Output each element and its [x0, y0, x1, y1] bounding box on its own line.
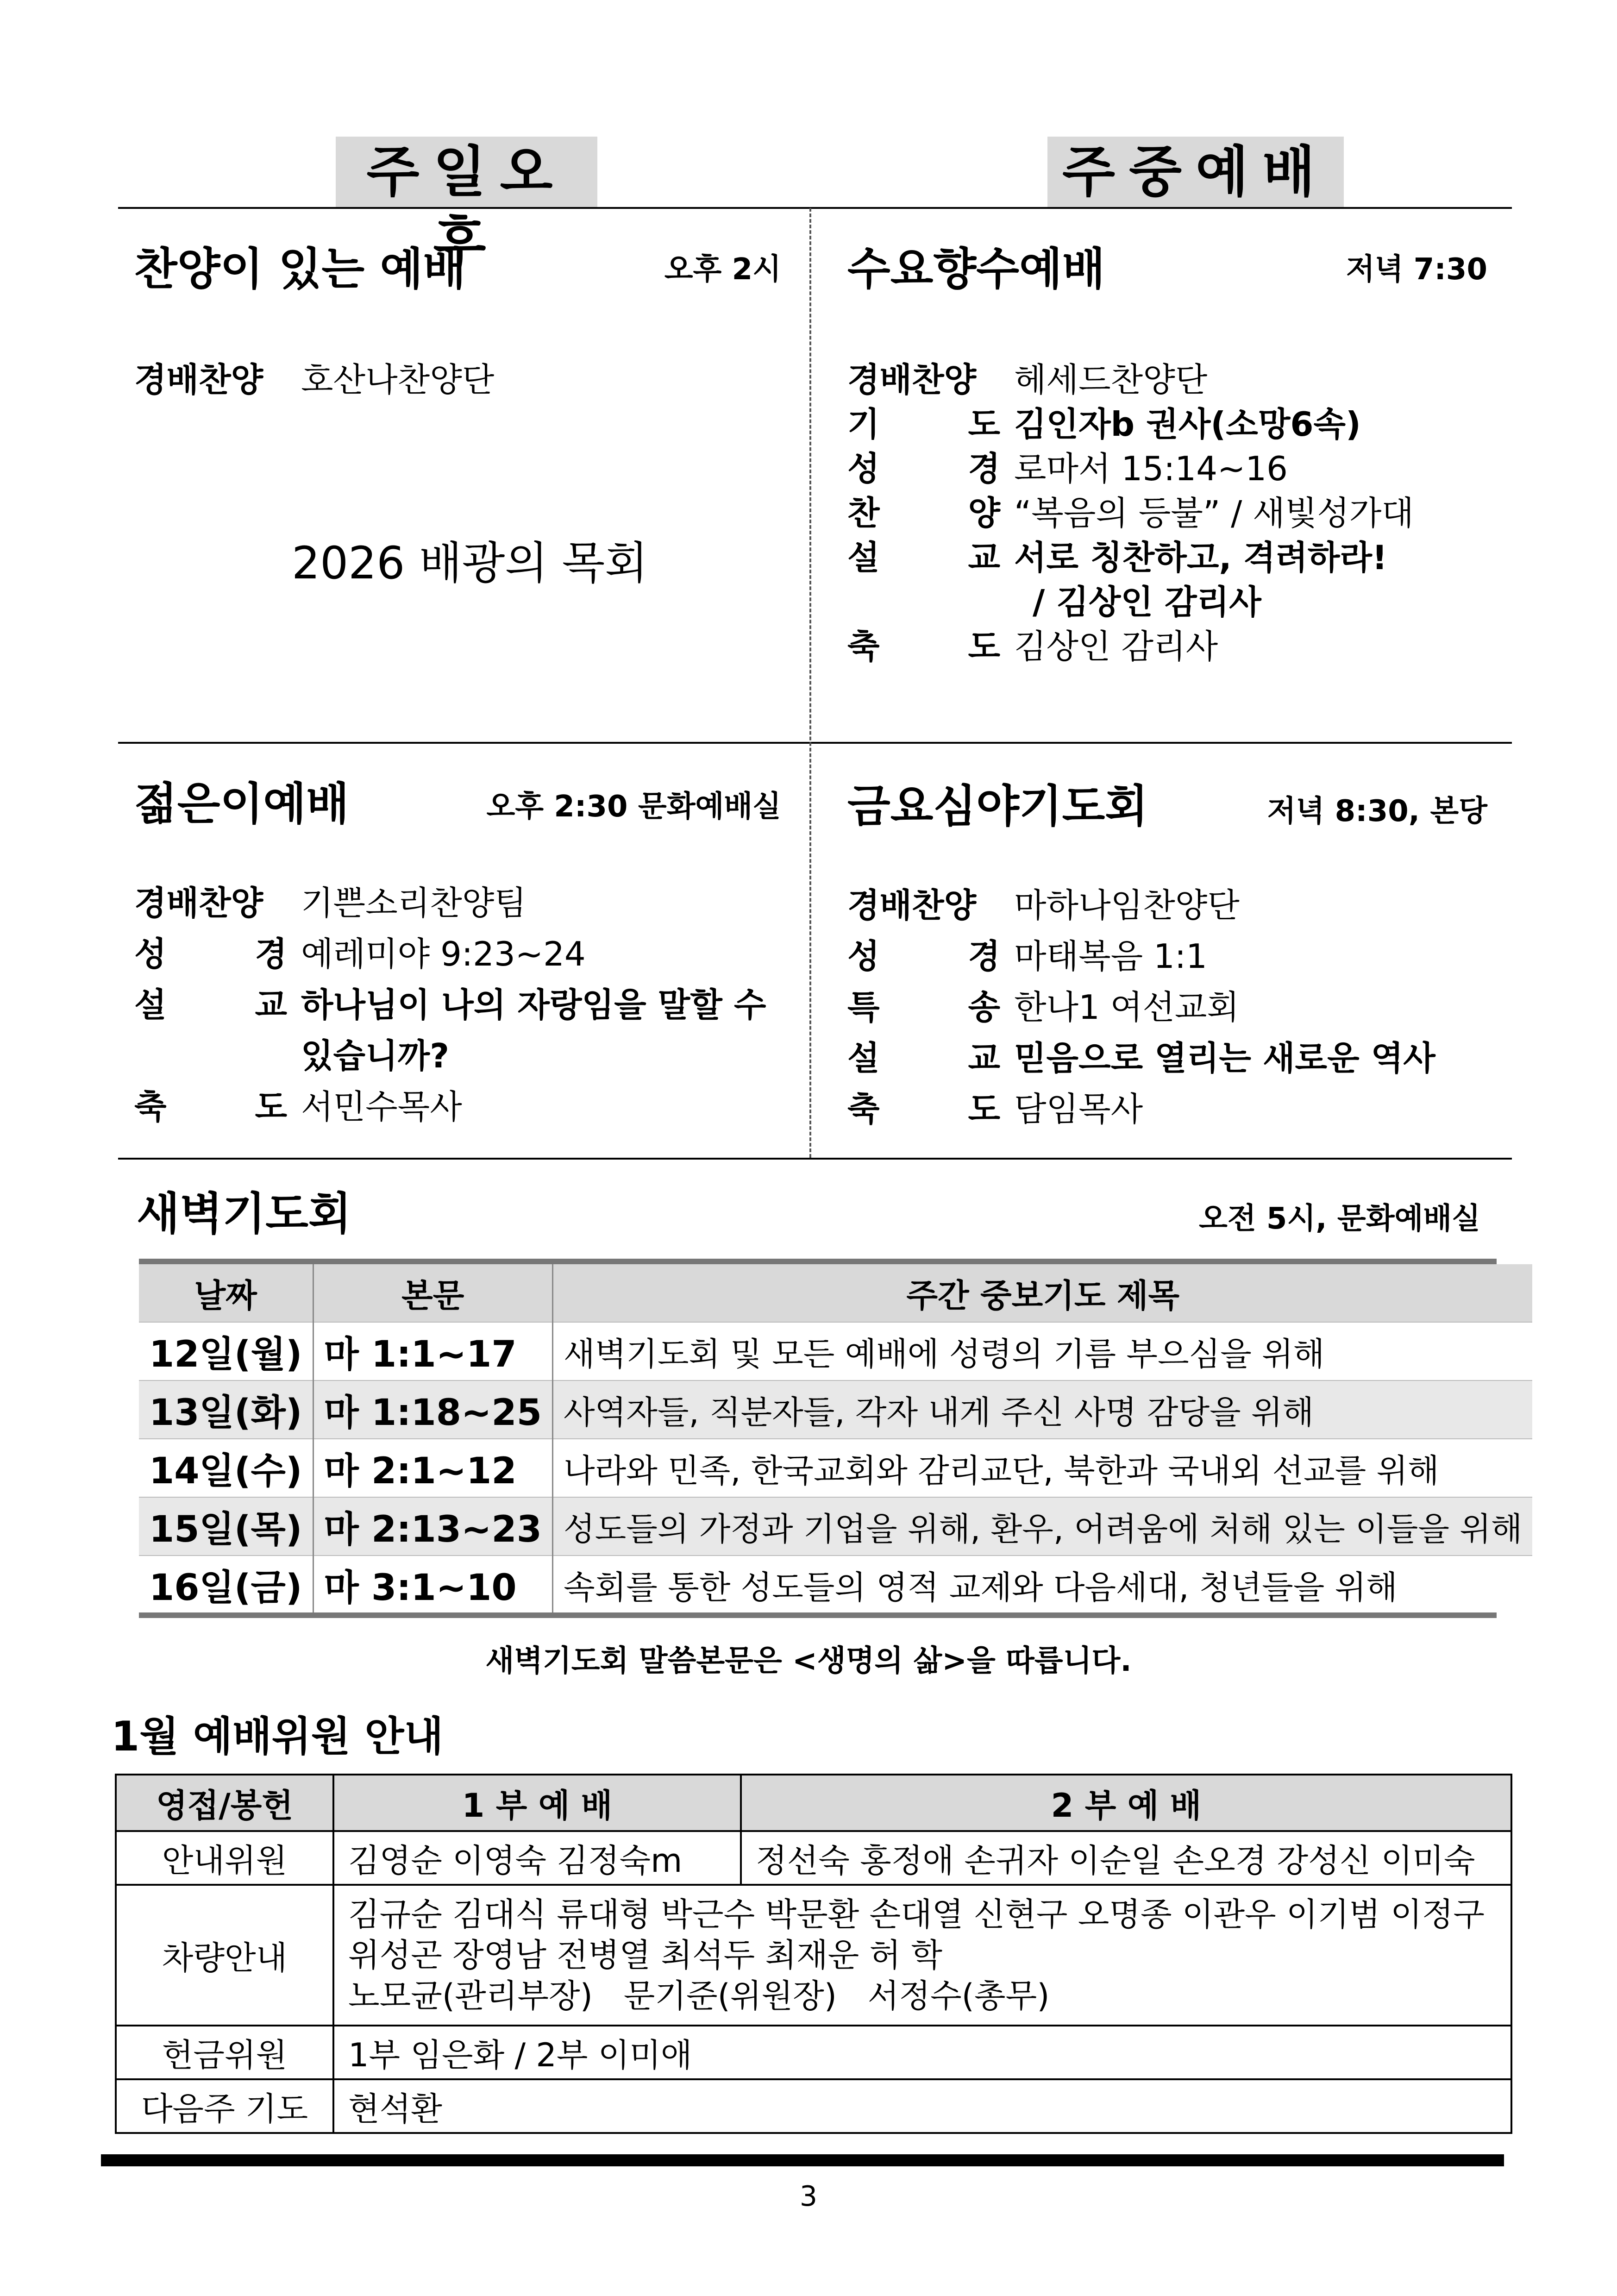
passage-cell: 마 3:1~10: [313, 1556, 552, 1613]
topic-cell: 속회를 통한 성도들의 영적 교제와 다음세대, 청년들을 위해: [552, 1556, 1532, 1613]
table-row: [116, 1885, 1511, 2026]
dawn-table-bottom-rule: [139, 1612, 1497, 1618]
table-row: [139, 1497, 1532, 1556]
footer-rule: [101, 2154, 1504, 2166]
row-value: 예레미야 9:23~24: [301, 935, 586, 973]
row-label: 경배찬양: [134, 884, 263, 922]
passage-cell: 마 1:1~17: [313, 1322, 552, 1380]
role-cell: 헌금위원: [116, 2026, 333, 2079]
row-value: 믿음으로 열리는 새로운 역사: [1014, 1039, 1435, 1078]
row-value: 있습니까?: [301, 1036, 449, 1075]
friday-prayer-title: 금요심야기도회: [847, 780, 1148, 832]
row-label: 축 도: [847, 1090, 1000, 1129]
topic-cell: 새벽기도회 및 모든 예배에 성령의 기름 부으심을 위해: [552, 1322, 1532, 1380]
row-label: 찬 양: [847, 494, 1000, 533]
parking-line: 위성곤 장영남 전병열 최석두 최재운 허 학: [348, 1936, 943, 1974]
topic-cell: 나라와 민족, 한국교회와 감리교단, 북한과 국내외 선교를 위해: [552, 1439, 1532, 1497]
table-row: [139, 1322, 1532, 1380]
dawn-table-top-rule: [139, 1259, 1497, 1264]
role-cell: 안내위원: [116, 1831, 333, 1885]
row-label: 축 도: [847, 627, 1000, 666]
row-label: 설 교: [134, 985, 287, 1024]
staff-table: [115, 1774, 1512, 2134]
topic-cell: 성도들의 가정과 기업을 위해, 환우, 어려움에 처해 있는 이들을 위해: [552, 1497, 1532, 1556]
dawn-prayer-table: [139, 1264, 1532, 1613]
friday-row: [847, 984, 1496, 1030]
row-value: 마하나임찬양단: [1014, 886, 1240, 925]
youth-row: [134, 1084, 792, 1130]
youth-row: [134, 1033, 792, 1079]
row-value: 서로 칭찬하고, 격려하라!: [1014, 538, 1387, 577]
parking-names-cell: [333, 1885, 1511, 2026]
column-header-topic: 주간 중보기도 제목: [552, 1264, 1532, 1322]
page-number: 3: [799, 2180, 818, 2213]
column-header-date: 날짜: [139, 1264, 313, 1322]
second-service-cell: 정선숙 홍정애 손귀자 이순일 손오경 강성신 이미숙: [741, 1831, 1511, 1885]
wednesday-row: [847, 357, 1496, 403]
friday-prayer-time: 저녁 8:30, 본당: [1267, 794, 1487, 828]
friday-row: [847, 1086, 1496, 1132]
row-value: / 김상인 감리사: [1033, 583, 1261, 621]
friday-row: [847, 882, 1496, 928]
row-label: 설 교: [847, 538, 1000, 577]
column-header-second-service: 2 부 예 배: [741, 1775, 1511, 1831]
topic-cell: 사역자들, 직분자들, 각자 내게 주신 사명 감당을 위해: [552, 1380, 1532, 1439]
staff-section-title: 1월 예배위원 안내: [111, 1713, 444, 1760]
wednesday-row: [847, 623, 1496, 670]
row-value: 담임목사: [1014, 1090, 1143, 1129]
praise-service-time: 오후 2시: [664, 252, 781, 287]
dawn-prayer-title: 새벽기도회: [137, 1188, 351, 1240]
row-value: 기쁜소리찬양팀: [301, 884, 526, 922]
row-value: 호산나찬양단: [301, 360, 495, 399]
row-value: 한나1 여선교회: [1014, 988, 1240, 1027]
row-label: 경배찬양: [847, 886, 977, 925]
row-value: 로마서 15:14~16: [1014, 449, 1288, 488]
table-row: [139, 1439, 1532, 1497]
row-value: 하나님이 나의 자랑임을 말할 수: [301, 985, 766, 1024]
date-cell: 13일(화): [139, 1380, 313, 1439]
passage-cell: 마 2:1~12: [313, 1439, 552, 1497]
divider-lower: [118, 1158, 1512, 1160]
row-value: 마태복음 1:1: [1014, 937, 1207, 976]
wednesday-row: [847, 534, 1496, 581]
wednesday-row: [847, 401, 1496, 447]
wednesday-row: [847, 490, 1496, 536]
table-header-row: [139, 1264, 1532, 1322]
wednesday-row: [847, 579, 1496, 625]
wednesday-row: [847, 445, 1496, 492]
next-prayer-cell: 현석환: [333, 2079, 1511, 2133]
youth-row: [134, 931, 792, 977]
passage-cell: 마 2:13~23: [313, 1497, 552, 1556]
friday-row: [847, 1035, 1496, 1081]
divider-middle: [118, 742, 1512, 744]
row-label: 경배찬양: [847, 360, 977, 399]
date-cell: 12일(월): [139, 1322, 313, 1380]
role-cell: 차량안내: [116, 1885, 333, 2026]
wednesday-service-title: 수요향수예배: [847, 243, 1105, 295]
row-label: 성 경: [134, 935, 287, 973]
youth-row: [134, 982, 792, 1028]
column-divider: [809, 208, 811, 1158]
row-value: 김인자b 권사(소망6속): [1014, 405, 1361, 444]
offering-cell: 1부 임은화 / 2부 이미애: [333, 2026, 1511, 2079]
column-header-passage: 본문: [313, 1264, 552, 1322]
passage-cell: 마 1:18~25: [313, 1380, 552, 1439]
row-value: 헤세드찬양단: [1014, 360, 1208, 399]
tab-sunday-afternoon: 주일오후: [336, 137, 597, 207]
row-label: 특 송: [847, 988, 1000, 1027]
column-header-first-service: 1 부 예 배: [333, 1775, 741, 1831]
row-label: 경배찬양: [134, 360, 263, 399]
row-label: 축 도: [134, 1087, 287, 1126]
date-cell: 15일(목): [139, 1497, 313, 1556]
row-label: 성 경: [847, 937, 1000, 976]
table-row: [116, 1831, 1511, 1885]
praise-service-row: [134, 357, 783, 403]
table-row: [139, 1380, 1532, 1439]
praise-service-title: 찬양이 있는 예배: [134, 243, 466, 295]
parking-line: 김규순 김대식 류대형 박근수 박문환 손대열 신현구 오명종 이관우 이기범 이정구: [348, 1895, 1485, 1933]
date-cell: 16일(금): [139, 1556, 313, 1613]
parking-line: 노모균(관리부장) 문기준(위원장) 서정수(총무): [348, 1977, 1050, 2015]
friday-row: [847, 933, 1496, 979]
dawn-note: 새벽기도회 말씀본문은 <생명의 삶>을 따릅니다.: [485, 1644, 1132, 1678]
divider-top: [118, 207, 1512, 209]
column-header-role: 영접/봉헌: [116, 1775, 333, 1831]
youth-service-time: 오후 2:30 문화예배실: [486, 790, 781, 824]
youth-row: [134, 880, 792, 926]
youth-service-title: 젊은이예배: [134, 778, 349, 830]
row-label: 성 경: [847, 449, 1000, 488]
row-value: 서민수목사: [301, 1087, 462, 1126]
table-header-row: [116, 1775, 1511, 1831]
ministry-theme: 2026 배광의 목회: [292, 537, 648, 589]
row-value: “복음의 등불” / 새빛성가대: [1014, 494, 1414, 533]
date-cell: 14일(수): [139, 1439, 313, 1497]
dawn-prayer-time: 오전 5시, 문화예배실: [1199, 1202, 1480, 1236]
table-row: [139, 1556, 1532, 1613]
wednesday-service-time: 저녁 7:30: [1346, 252, 1487, 287]
row-label: 설 교: [847, 1039, 1000, 1078]
first-service-cell: 김영순 이영숙 김정숙m: [333, 1831, 741, 1885]
role-cell: 다음주 기도: [116, 2079, 333, 2133]
table-row: [116, 2079, 1511, 2133]
row-value: 김상인 감리사: [1014, 627, 1218, 666]
row-label: 기 도: [847, 405, 1000, 444]
tab-weekday-services: 주중예배: [1047, 137, 1344, 207]
table-row: [116, 2026, 1511, 2079]
